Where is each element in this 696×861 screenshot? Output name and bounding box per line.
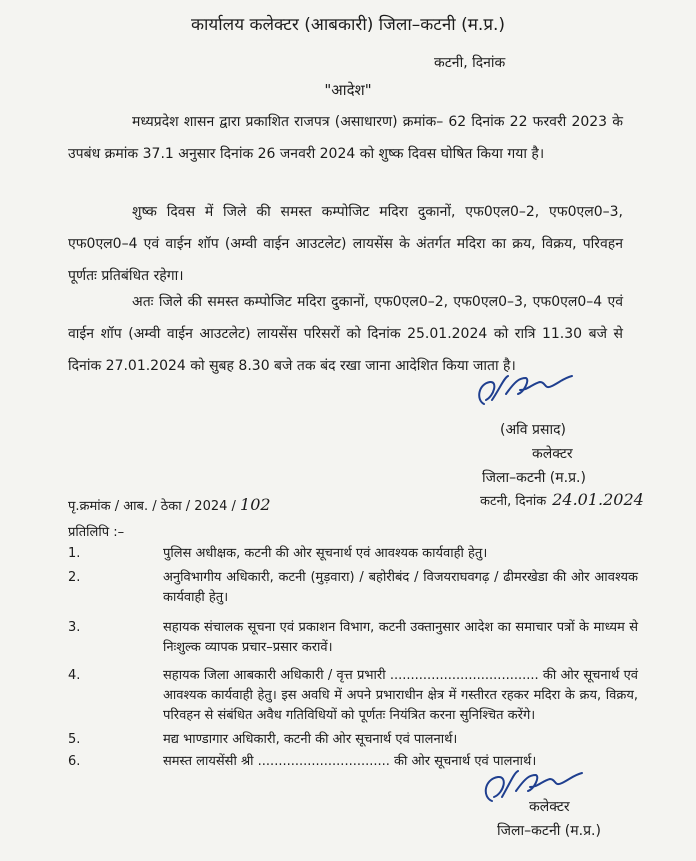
order-paragraph-1: मध्यप्रदेश शासन द्वारा प्रकाशित राजपत्र (असाधारण) क्रमांक– 62 दिनांक 22 फरवरी 2023 के उपबंध क्रमांक 37.1 अनुसार दिनांक 26 जनवरी 2024 को शुष्क दिवस घोषित किया गया है।	[68, 114, 623, 162]
collector-designation: कलेक्टर	[532, 446, 573, 462]
list-item: 6. समस्त लायसेंसी श्री ................................ की ओर सूचनार्थ एवं पालनार्थ।	[68, 754, 537, 769]
list-item: 2. अनुविभागीय अधिकारी, कटनी (मुड़वारा) / बहोरीबंद / विजयराघवगढ़ / ढीमरखेडा की ओर आवश्यक कार्यवाही हेतु।	[68, 570, 638, 605]
list-item: 1. पुलिस अधीक्षक, कटनी की ओर सूचनार्थ एवं आवश्यक कार्यवाही हेतु।	[68, 546, 488, 561]
collector-district: जिला–कटनी (म.प्र.)	[482, 470, 586, 486]
office-title: कार्यालय कलेक्टर (आबकारी) जिला–कटनी (म.प्र.)	[190, 15, 506, 35]
signature-block-1	[482, 418, 586, 490]
collector-designation-2: कलेक्टर	[529, 799, 570, 815]
collector-signature-1	[470, 370, 590, 418]
order-paragraph-3: अतः जिले की समस्त कम्पोजिट मदिरा दुकानों, एफ0एल0–2, एफ0एल0–3, एफ0एल0–4 एवं वाईन शॉप (अम्वी वाईन आउटलेट) लायसेंस परिसरों को दिनांक 25.01.2024 को रात्रि 11.30 बजे से दिनांक 27.01.2024 को सुबह 8.30 बजे तक बंद रखा जाना आदेशित किया जाता है।	[68, 294, 623, 374]
copy-to-label: प्रतिलिपि :–	[68, 525, 125, 540]
copy-to-list	[68, 544, 638, 772]
order-heading: "आदेश"	[324, 81, 372, 99]
reference-number-handwritten: 102	[240, 495, 271, 514]
collector-name: (अवि प्रसाद)	[500, 422, 566, 438]
reference-date-handwritten: 24.01.2024	[552, 490, 644, 509]
list-item: 3. सहायक संचालक सूचना एवं प्रकाशन विभाग, कटनी उक्तानुसार आदेश का समाचार पत्रों के माध्यम से निःशुल्क व्यापक प्रचार–प्रसार करावें।	[68, 620, 638, 655]
list-item: 5. मद्य भाण्डागार अधिकारी, कटनी की ओर सूचनार्थ एवं पालनार्थ।	[68, 732, 458, 747]
signature-block-2	[497, 795, 601, 843]
list-item: 4. सहायक जिला आबकारी अधिकारी / वृत्त प्रभारी .................................... की ओर सूचनार्थ एवं आवश्यक कार्यवाही हेतु। इस अवधि में अपने प्रभाराधीन क्षेत्र में गस्तीरत रहकर मदिरा के क्रय, विक्रय, परिवहन से संबंधित अवैध गतिविधियों को पूर्णतः नियंत्रित करना सुनिश्चित करेंगे।	[68, 668, 638, 723]
collector-district-2: जिला–कटनी (म.प्र.)	[497, 823, 601, 839]
reference-date-line: कटनी, दिनांक 24.01.2024	[480, 490, 644, 509]
header-date-line: कटनी, दिनांक	[434, 55, 506, 71]
order-paragraph-2: शुष्क दिवस में जिले की समस्त कम्पोजिट मदिरा दुकानों, एफ0एल0–2, एफ0एल0–3, एफ0एल0–4 एवं वाईन शॉप (अम्वी वाईन आउटलेट) लायसेंस के अंतर्गत मदिरा का क्रय, विक्रय, परिवहन पूर्णतः प्रतिबंधित रहेगा।	[68, 204, 623, 284]
reference-number: पृ.क्रमांक / आब. / ठेका / 2024 / 102	[68, 495, 271, 514]
